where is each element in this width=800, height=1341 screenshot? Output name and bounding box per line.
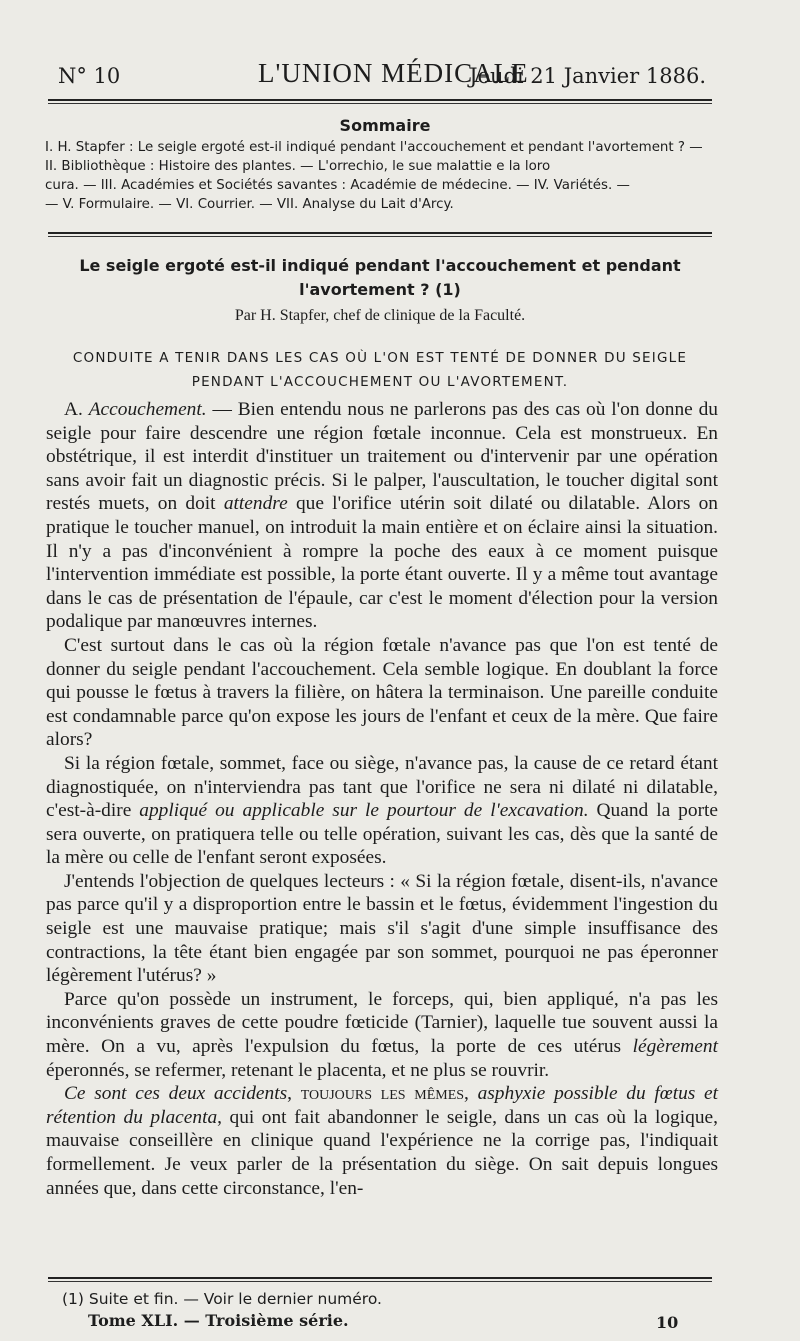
- sommaire-line: cura. — III. Académies et Sociétés savantes : Académie de médecine. — IV. Variétés. —: [45, 178, 630, 193]
- article-title-line: l'avortement ? (1): [299, 280, 461, 299]
- subtitle-line: PENDANT L'ACCOUCHEMENT OU L'AVORTEMENT.: [191, 374, 569, 390]
- paragraph: C'est surtout dans le cas où la région fœtale n'avance pas que l'on est tenté de donner du seigle pendant l'accouchement. Cela semble logique. En doublant la force qui pousse le fœtus à travers la filière, on hâtera la terminaison. Une pareille conduite est condamnable parce qu'on expose les jours de l'enfant et ceux de la mère. Que faire alors?: [46, 634, 718, 751]
- issue-date: Jeudi 21 Janvier 1886.: [469, 64, 706, 88]
- footnote-rule-thin: [48, 1281, 712, 1282]
- footnote-rule: [48, 1277, 712, 1279]
- sommaire-line: — V. Formulaire. — VI. Courrier. — VII. Analyse du Lait d'Arcy.: [45, 197, 454, 212]
- paragraph: Ce sont ces deux accidents, toujours les mêmes, asphyxie possible du fœtus et rétention du placenta, qui ont fait abandonner le seigle, dans un cas où la logique, mauvaise conseillère en clinique quand l'expérience ne la corrige pas, l'indiquait formellement. Je veux parler de la présentation du siège. On sait depuis longues années que, dans cette circonstance, l'en-: [46, 1083, 718, 1199]
- paragraph: Parce qu'on possède un instrument, le forceps, qui, bien appliqué, n'a pas les inconvénients graves de cette poudre fœticide (Tarnier), laquelle tue souvent aussi la mère. On a vu, après l'expulsion du fœtus, la porte de ces utérus légèrement éperonnés, se refermer, retenant le placenta, et ne plus se rouvrir.: [46, 988, 718, 1081]
- article-title: [40, 254, 720, 302]
- article-subtitle: [40, 346, 720, 394]
- paragraph: A. Accouchement. — Bien entendu nous ne parlerons pas des cas où l'on donne du seigle pour faire descendre une région fœtale inconnue. Cela est monstrueux. En obstétrique, il est interdit d'instituer un traitement ou d'intervenir par une opération sans avoir fait un diagnostic précis. Si le palper, l'auscultation, le toucher digital sont restés muets, on doit attendre que l'orifice utérin soit dilaté ou dilatable. Alors on pratique le toucher manuel, on introduit la main entière et on éclaire ainsi la situation. Il n'y a pas d'inconvénient à rompre la poche des eaux à ce moment puisque l'intervention immédiate est possible, la porte étant ouverte. Il y a même tout avantage dans le cas de présentation de l'épaule, car c'est le moment d'élection pour la version podalique par manœuvres internes.: [46, 399, 719, 633]
- footnote: (1) Suite et fin. — Voir le dernier numéro.: [62, 1290, 382, 1308]
- paragraph: Si la région fœtale, sommet, face ou siège, n'avance pas, la cause de ce retard étant diagnostiquée, on n'interviendra pas tant que l'orifice ne sera ni dilaté ni dilatable, c'est-à-dire appliqué ou applicable sur le pourtour de l'excavation. Quand la porte sera ouverte, on pratiquera telle ou telle opération, suivant les cas, dès que la santé de la mère ou celle de l'enfant seront exposées.: [46, 752, 719, 869]
- page-number: 10: [656, 1313, 679, 1332]
- issue-number: N° 10: [58, 64, 121, 88]
- article-author: Par H. Stapfer, chef de clinique de la Faculté.: [234, 307, 526, 324]
- sommaire-rule: [48, 232, 712, 234]
- header-rule-thin: [48, 103, 712, 104]
- subtitle-line: CONDUITE A TENIR DANS LES CAS OÙ L'ON EST TENTÉ DE DONNER DU SEIGLE: [72, 350, 688, 366]
- journal-title: L'UNION MÉDICALE: [258, 58, 529, 88]
- article-body: [46, 398, 718, 1200]
- article-title-line: Le seigle ergoté est-il indiqué pendant l'accouchement et pendant: [79, 256, 681, 275]
- sommaire-contents: [45, 138, 715, 214]
- page-header: [48, 58, 710, 98]
- header-rule: [48, 99, 712, 101]
- volume-series: Tome XLI. — Troisième série.: [88, 1311, 349, 1330]
- sommaire-title: Sommaire: [339, 116, 431, 135]
- sommaire-line: I. H. Stapfer : Le seigle ergoté est-il indiqué pendant l'accouchement et pendant l'avortement ? — II. Bibliothèque : Histoire des plantes. — L'orrechio, le sue malattie e la loro: [45, 140, 703, 174]
- paragraph: J'entends l'objection de quelques lecteurs : « Si la région fœtale, disent-ils, n'avance pas parce qu'il y a disproportion entre le bassin et le fœtus, évidemment l'ingestion du seigle est une mauvaise pratique; mais s'il s'agit d'une simple insuffisance des contractions, la tête étant bien engagée par son sommet, pourquoi ne pas éperonner légèrement l'utérus? »: [46, 870, 718, 987]
- sommaire-rule-thin: [48, 236, 712, 237]
